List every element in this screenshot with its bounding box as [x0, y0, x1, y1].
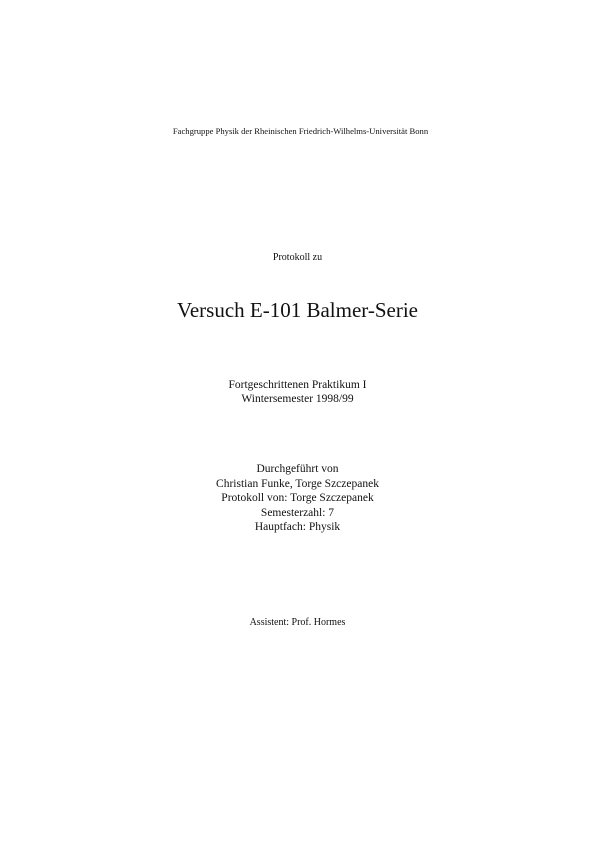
- performed-by-label: Durchgeführt von: [256, 463, 339, 475]
- semester-count: Semesterzahl: 7: [260, 506, 335, 519]
- performed-by-names: Christian Funke, Torge Szczepanek: [216, 477, 379, 490]
- course-name: Fortgeschrittenen Praktikum I: [228, 379, 367, 391]
- protocol-author: Protokoll von: Torge Szczepanek: [221, 492, 374, 504]
- protocol-for-label: Protokoll zu: [272, 252, 323, 263]
- semester-term: Wintersemester 1998/99: [241, 393, 354, 405]
- assistant-line: Assistent: Prof. Hormes: [249, 617, 346, 628]
- institution-header: Fachgruppe Physik der Rheinischen Friedrich-Wilhelms-Universität Bonn: [172, 126, 429, 136]
- course-block: [0, 378, 595, 406]
- performed-block: [0, 462, 595, 535]
- document-title: Versuch E-101 Balmer-Serie: [177, 298, 418, 322]
- major-subject: Hauptfach: Physik: [254, 521, 341, 533]
